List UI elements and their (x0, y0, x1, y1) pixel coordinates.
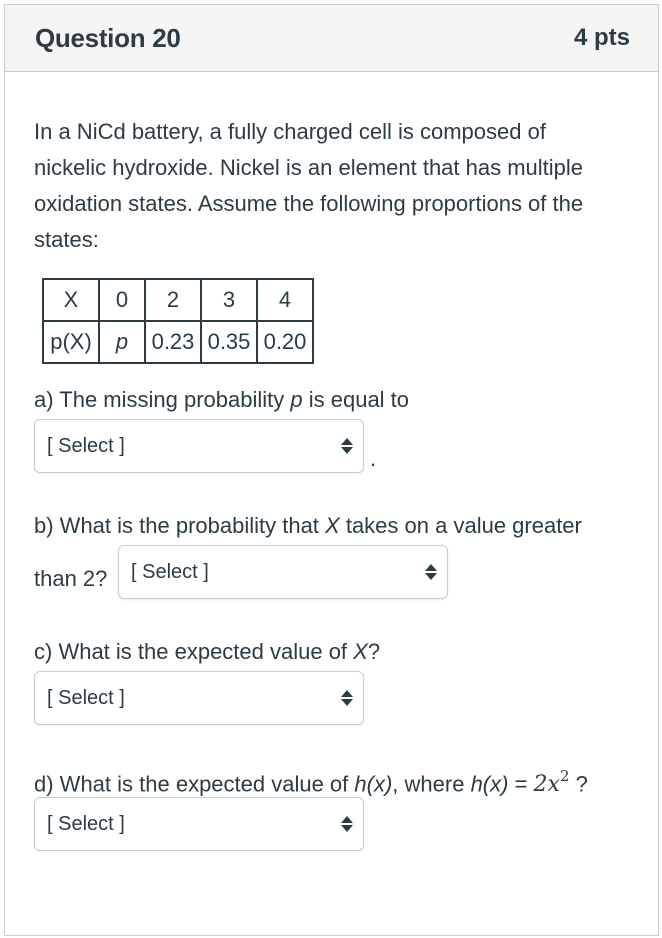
part-c-text-before: c) What is the expected value of (34, 639, 354, 664)
select-arrows-icon (425, 564, 437, 580)
part-b-select[interactable] (118, 545, 448, 599)
part-d-formula (533, 767, 570, 798)
table-cell: 3 (201, 279, 257, 321)
table-cell: 0.35 (201, 321, 257, 363)
part-b-text-before: b) What is the probability that (34, 513, 326, 538)
question-points: 4 pts (573, 24, 630, 51)
part-a-period: . (370, 446, 377, 471)
part-b-text-after: takes on a value greater (339, 513, 582, 538)
part-a-text (34, 382, 409, 418)
question-body (4, 4, 659, 936)
part-d-func1: h(x) (354, 771, 393, 797)
part-d-func2: h(x) (470, 771, 509, 797)
part-d-text-mid: , where (392, 771, 471, 797)
part-b-text-line2: than 2? (34, 566, 108, 591)
part-a-text-after: is equal to (302, 387, 410, 412)
table-cell (99, 321, 145, 363)
part-c-text-after: ? (367, 639, 381, 664)
table-cell-var: p (115, 329, 129, 354)
part-d-text-eq: = (508, 771, 534, 797)
part-c-text (34, 634, 380, 670)
question-title: Question 20 (35, 22, 181, 53)
table-cell: 0.20 (257, 321, 313, 363)
table-cell: 0.23 (145, 321, 201, 363)
part-a-select-value: [ Select ] (47, 435, 125, 457)
part-b-text (34, 508, 582, 544)
table-row (43, 279, 313, 321)
select-arrows-icon (341, 690, 353, 706)
part-d-formula-base: 2x (533, 772, 560, 798)
table-row (43, 321, 313, 363)
part-a-text-before: a) The missing probability (34, 387, 291, 412)
select-arrows-icon (341, 438, 353, 454)
part-c-select[interactable] (34, 671, 364, 725)
part-d-formula-exp: 2 (559, 767, 570, 785)
question-intro: In a NiCd battery, a fully charged cell is composed of nickelic hydroxide. Nickel is an element that has multiple oxidation states. Assume the following proportions of the states: (34, 119, 584, 252)
part-d-text-before: d) What is the expected value of (34, 771, 355, 797)
table-cell: 2 (145, 279, 201, 321)
part-c-select-value: [ Select ] (47, 687, 125, 709)
part-d-text-after: ? (569, 771, 588, 797)
part-b-var: X (325, 513, 340, 538)
part-d-select-value: [ Select ] (47, 813, 125, 835)
part-b-select-value: [ Select ] (131, 561, 209, 583)
select-arrows-icon (341, 816, 353, 832)
probability-table (42, 278, 314, 364)
part-a-var: p (290, 387, 303, 412)
part-c-var: X (353, 639, 368, 664)
table-cell: X (43, 279, 99, 321)
part-d-select[interactable] (34, 797, 364, 851)
table-cell: 0 (99, 279, 145, 321)
part-a-select[interactable] (34, 419, 364, 473)
table-cell: p(X) (43, 321, 99, 363)
table-cell: 4 (257, 279, 313, 321)
